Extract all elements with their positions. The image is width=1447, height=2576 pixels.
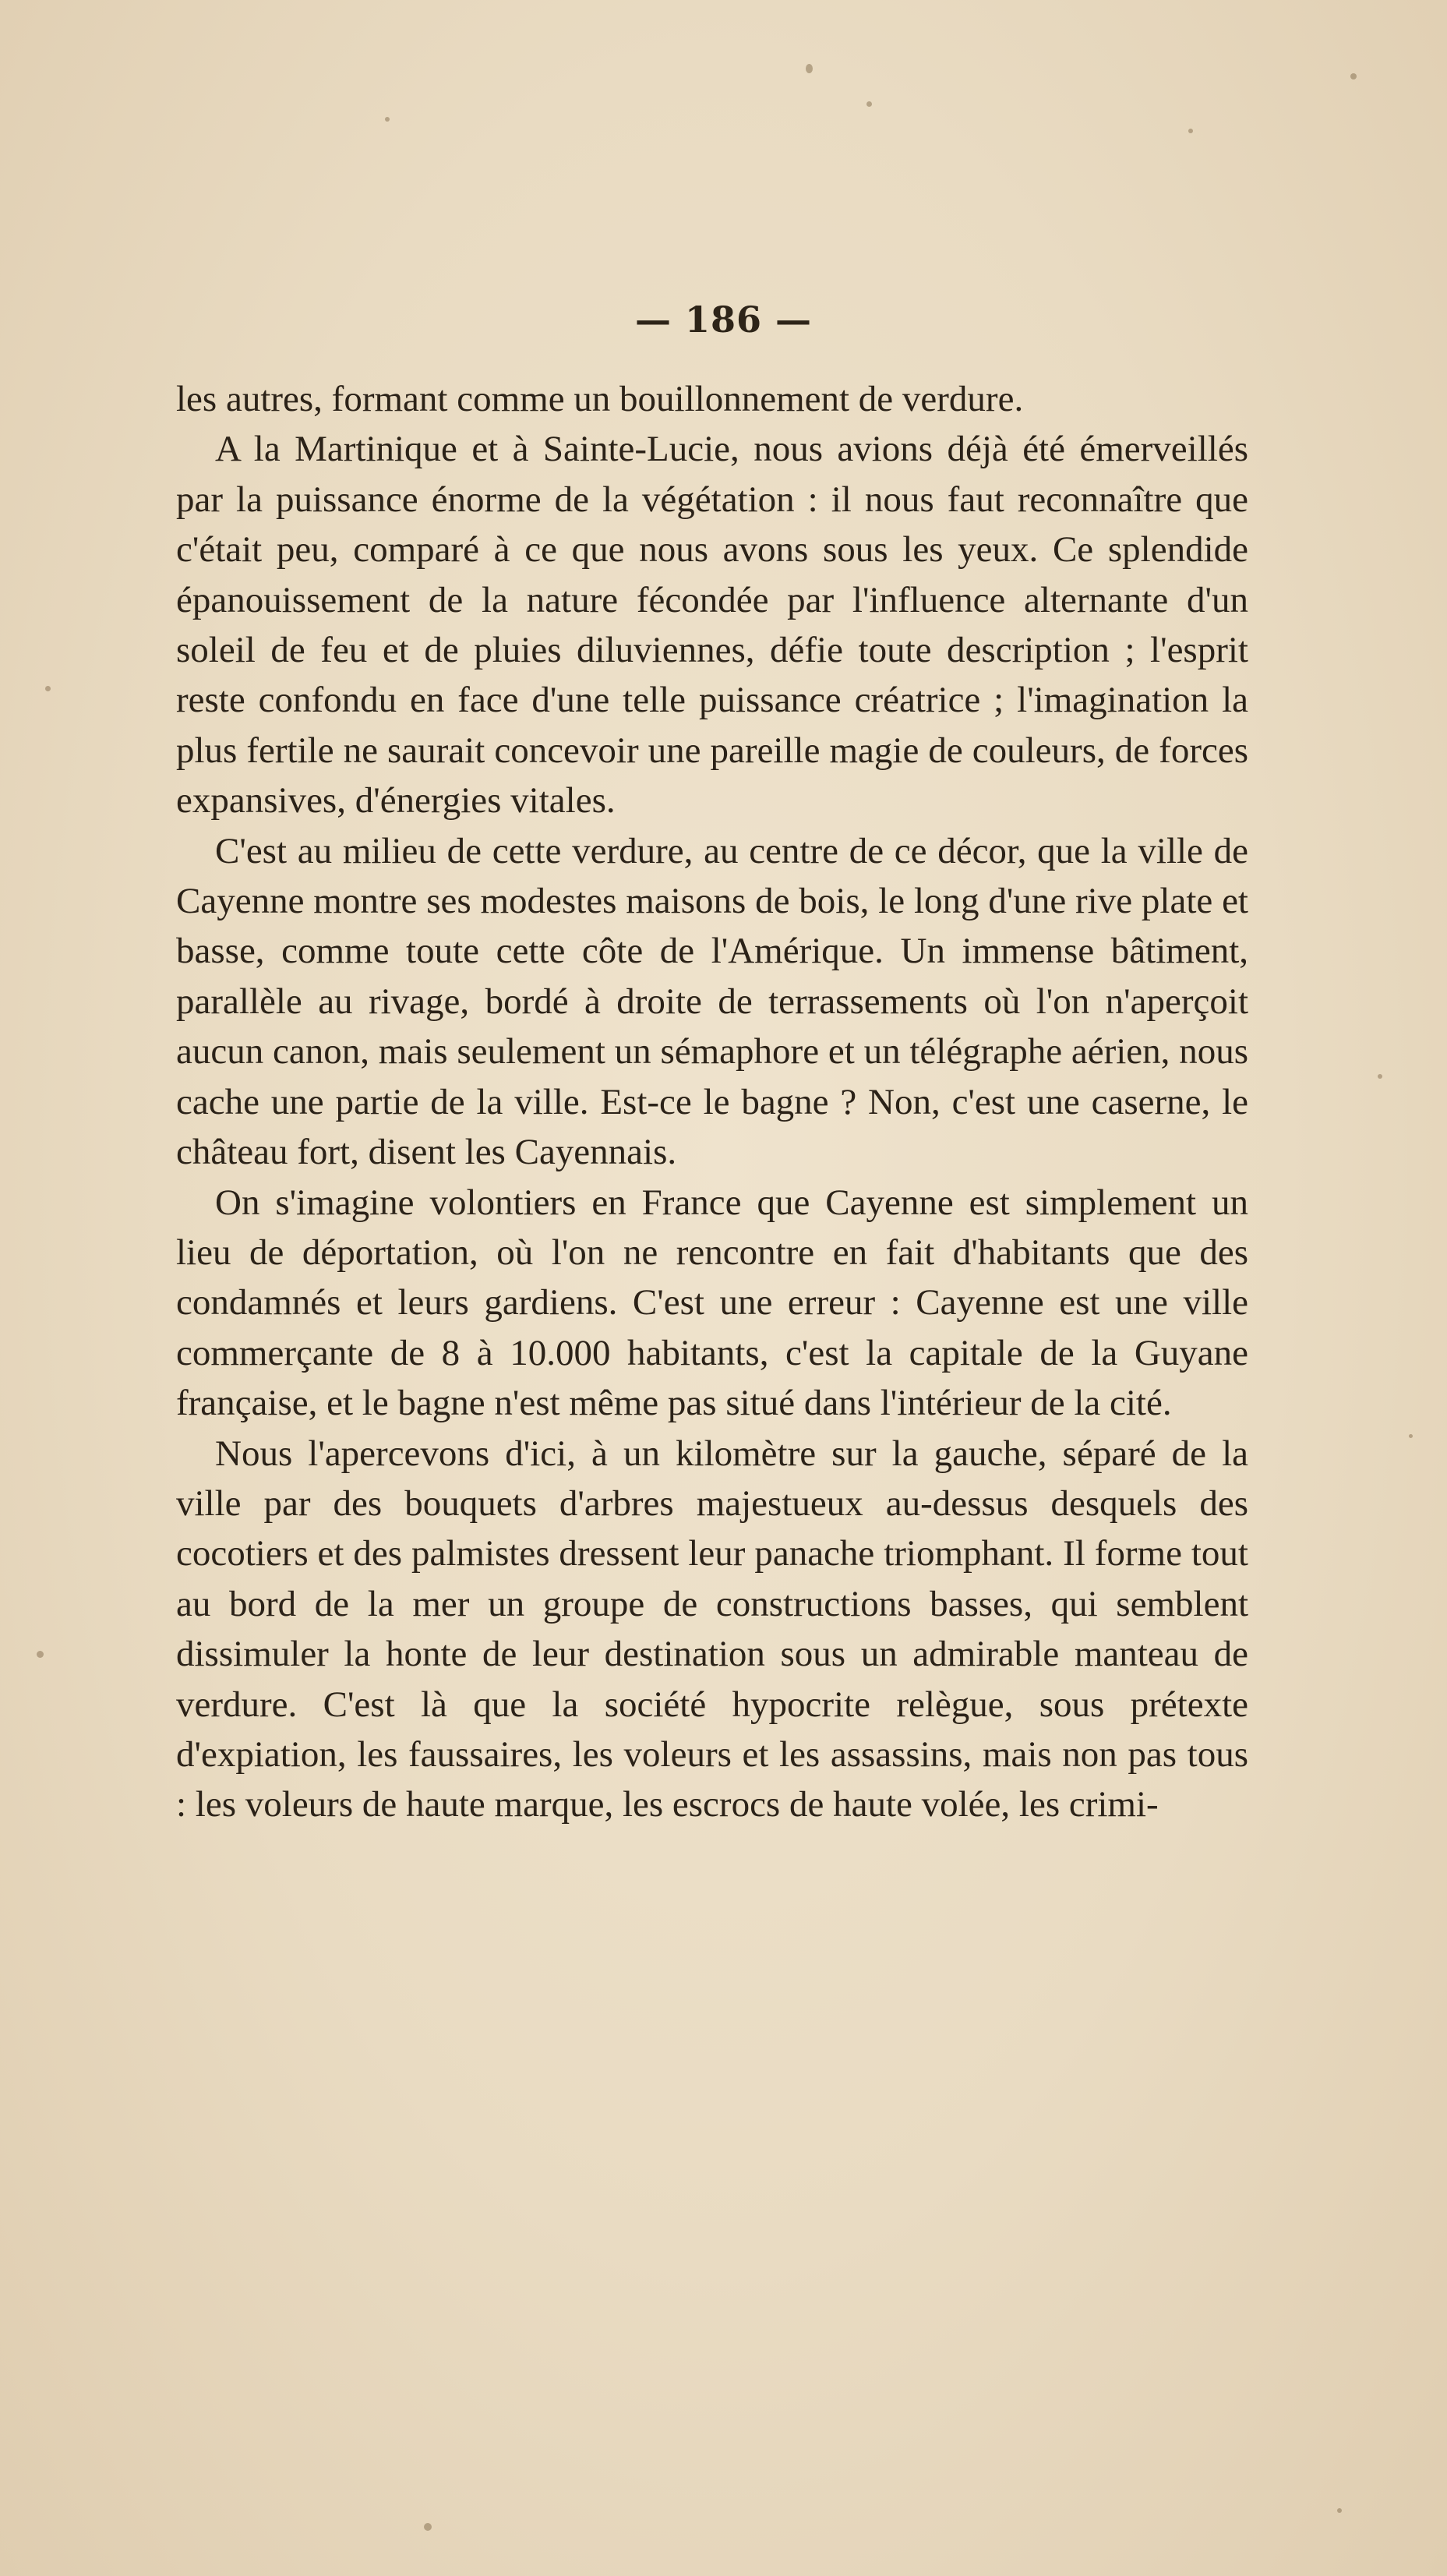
- paper-speck: [1409, 1434, 1413, 1438]
- paper-speck: [1350, 73, 1357, 80]
- page-number: — 186 —: [634, 299, 813, 341]
- paragraph: On s'imagine volontiers en France que Cayenne est simplement un lieu de déportation, où l'on ne rencontre en fait d'habitants que des condamnés et leurs gardiens. C'est une erreur : Cayenne est une ville commerçante de 8 à 10.000 habitants, c'est la capitale de la Guyane française, et le bagne n'est même pas situé dans l'intérieur de la cité.: [176, 1182, 1248, 1424]
- paper-speck: [385, 117, 390, 122]
- body-text: [176, 374, 1248, 1830]
- paragraph: C'est au milieu de cette verdure, au centre de ce décor, que la ville de Cayenne montre ses modestes maisons de bois, le long d'une rive plate et basse, comme toute cette côte de l'Amérique. Un immense bâtiment, parallèle au rivage, bordé à droite de terrassements où l'on n'aperçoit aucun canon, mais seulement un sémaphore et un télégraphe aérien, nous cache une partie de la ville. Est-ce le bagne ? Non, c'est une caserne, le château fort, disent les Cayennais.: [176, 830, 1248, 1173]
- paper-speck: [1188, 129, 1193, 133]
- paper-speck: [806, 64, 813, 73]
- paper-speck: [37, 1651, 44, 1658]
- paragraph: A la Martinique et à Sainte-Lucie, nous avions déjà été émerveillés par la puissance énorme de la végétation : il nous faut reconnaître que c'était peu, comparé à ce que nous avons sous les yeux. Ce splendide épanouissement de la nature fécondée par l'influence alternante d'un soleil de feu et de pluies diluviennes, défie toute description ; l'esprit reste confondu en face d'une telle puissance créatrice ; l'imagination la plus fertile ne saurait concevoir une pareille magie de couleurs, de forces expansives, d'énergies vitales.: [176, 429, 1248, 822]
- paper-speck: [45, 686, 51, 691]
- paragraph: les autres, formant comme un bouillonnement de verdure.: [176, 379, 1024, 419]
- paper-speck: [424, 2523, 432, 2531]
- paper-speck: [866, 101, 872, 107]
- paper-speck: [1378, 1074, 1382, 1079]
- paragraph: Nous l'apercevons d'ici, à un kilomètre sur la gauche, séparé de la ville par des bouquets d'arbres majestueux au-dessus desquels des cocotiers et des palmistes dressent leur panache triomphant. Il forme tout au bord de la mer un groupe de constructions basses, qui semblent dissimuler la honte de leur destination sous un admirable manteau de verdure. C'est là que la société hypocrite relègue, sous prétexte d'expiation, les faussaires, les voleurs et les assassins, mais non pas tous : les voleurs de haute marque, les escrocs de haute volée, les crimi-: [176, 1433, 1248, 1825]
- paper-speck: [1337, 2508, 1342, 2513]
